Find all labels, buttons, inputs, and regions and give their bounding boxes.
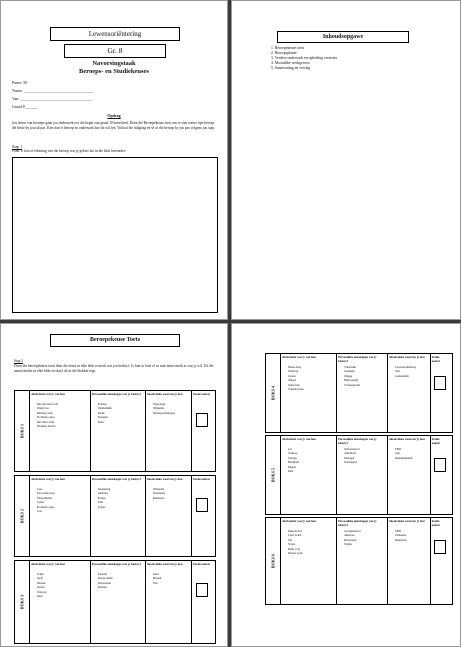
test-item[interactable]: • Eerlik xyxy=(98,412,143,416)
column-header: Totale aantal xyxy=(431,519,440,527)
test-item[interactable]: • Beplan xyxy=(288,466,334,470)
surname-field: Van: ____________________________________ xyxy=(12,96,93,101)
test-item[interactable]: • EBW xyxy=(395,530,428,534)
test-item[interactable]: • Tegnologie xyxy=(153,403,189,407)
test-page-2 xyxy=(231,323,461,647)
test-item[interactable]: • Skryf xyxy=(37,577,88,581)
cover-page xyxy=(0,0,228,320)
contents-title: Inhoudsopgawe xyxy=(277,31,409,43)
test-item[interactable]: • Kuns xyxy=(153,573,189,577)
total-box[interactable] xyxy=(196,413,208,427)
column-subjects xyxy=(387,436,431,514)
task-subheading: Beroeps- en Studiekeuses xyxy=(79,68,149,75)
column-header: Persoonlike eienskappe wat jy beskryf xyxy=(91,477,141,481)
test-item[interactable]: • Logies xyxy=(98,506,143,510)
test-item[interactable]: • Georganiseerd xyxy=(344,530,385,534)
picture-box xyxy=(12,157,218,313)
test-item[interactable]: • Omgee xyxy=(288,379,334,383)
activities-list xyxy=(282,448,334,474)
test-item[interactable]: • Musiek xyxy=(153,577,189,581)
column-header: Aktiwiteite wat jy van hou xyxy=(31,562,65,566)
total-box[interactable] xyxy=(196,583,208,597)
column-total xyxy=(191,391,213,471)
column-header: Skoolvakke waarvan jy hou xyxy=(146,477,183,481)
column-header: Persoonlike eienskappe wat jy beskryf xyxy=(91,392,141,396)
test-item[interactable]: • Lei xyxy=(288,448,334,452)
test-item[interactable]: • Met diere werk xyxy=(37,421,88,425)
column-subjects xyxy=(145,476,192,556)
column-subjects xyxy=(387,354,431,432)
block-label-text: BOKS 3 xyxy=(19,594,25,610)
test-item[interactable]: • Netjies werk xyxy=(288,552,334,556)
column-activities xyxy=(29,561,91,643)
task-heading: Navorsingstaak xyxy=(92,60,136,67)
test-item[interactable]: • Wiskunde xyxy=(153,488,189,492)
column-header: Aktiwiteite wat jy van hou xyxy=(282,437,316,441)
test-item[interactable]: • Emosioneel xyxy=(98,582,143,586)
test-item[interactable]: • Met die hand werk xyxy=(37,403,88,407)
column-total xyxy=(191,476,213,556)
column-activities xyxy=(280,436,337,514)
step-label: Stap 2 xyxy=(14,359,24,363)
block-label-text: BOKS 4 xyxy=(270,385,276,401)
test-item[interactable]: • Tale xyxy=(153,582,189,586)
test-item[interactable]: • Onderrig xyxy=(288,370,334,374)
test-item[interactable]: • Rekeningkunde xyxy=(395,457,428,461)
total-box[interactable] xyxy=(434,458,446,472)
subjects-list xyxy=(389,530,428,543)
step-label: Stap 1 xyxy=(12,144,23,149)
personality-list xyxy=(92,488,143,510)
test-item[interactable]: • Natuurwetenskappe xyxy=(153,412,189,416)
contents-item: 2. Beroepsplaner xyxy=(271,51,297,55)
activities-list xyxy=(282,530,334,556)
column-header: Aktiwiteite wat jy van hou xyxy=(282,355,316,359)
column-header: Aktiwiteite wat jy van hou xyxy=(31,392,65,396)
test-item[interactable]: • Besigheid xyxy=(288,461,334,465)
column-personality xyxy=(90,391,146,471)
test-item[interactable]: • Kreatief xyxy=(98,573,143,577)
test-block xyxy=(14,475,216,557)
test-item[interactable]: • Syfers xyxy=(37,501,88,505)
test-item[interactable]: • Dans xyxy=(37,595,88,599)
test-item[interactable]: • Lêers orden xyxy=(288,534,334,538)
column-subjects xyxy=(387,518,431,604)
test-item[interactable]: • Syfers xyxy=(288,543,334,547)
total-box[interactable] xyxy=(434,376,446,390)
subjects-list xyxy=(389,366,428,379)
test-block xyxy=(265,517,453,605)
test-item[interactable]: • Lewensoriëntering xyxy=(395,366,428,370)
block-label-text: BOKS 5 xyxy=(270,467,276,483)
column-total xyxy=(430,354,450,432)
column-header: Totale aantal xyxy=(192,392,210,396)
test-title: Beroepekeuse Toets xyxy=(50,334,180,347)
test-item[interactable]: • Reël xyxy=(288,470,334,474)
column-header: Aktiwiteite wat jy van hou xyxy=(282,519,316,523)
test-item[interactable]: • Slim xyxy=(98,501,143,505)
column-header: Totale aantal xyxy=(192,477,210,481)
test-item[interactable]: • Tik xyxy=(288,539,334,543)
test-item[interactable]: • Tale xyxy=(395,370,428,374)
test-item[interactable]: • Buitelug werk xyxy=(37,412,88,416)
test-item[interactable]: • Rekenaars xyxy=(153,497,189,501)
personality-list xyxy=(92,403,143,425)
block-label-text: BOKS 2 xyxy=(19,508,25,524)
activities-list xyxy=(31,573,88,599)
column-header: Aktiwiteite wat jy van hou xyxy=(31,477,65,481)
column-personality xyxy=(336,436,388,514)
total-box[interactable] xyxy=(196,498,208,512)
test-item[interactable]: • Oortuigend xyxy=(344,461,385,465)
column-header: Persoonlike eienskappe wat jy beskryf xyxy=(338,437,377,445)
test-item[interactable]: • Selfversekerd xyxy=(344,448,385,452)
test-item[interactable]: • Rekenaars xyxy=(395,539,428,543)
column-header: Skoolvakke waarvan jy hou xyxy=(389,519,425,523)
test-item[interactable]: • Vriendelik xyxy=(344,366,385,370)
test-page-1 xyxy=(0,323,228,647)
test-item[interactable]: • Netjies xyxy=(344,543,385,547)
column-header: Totale aantal xyxy=(431,355,440,363)
contents-item: 5. Samevatting en verslag xyxy=(271,66,311,70)
column-total xyxy=(430,518,450,604)
column-header: Totale aantal xyxy=(192,562,210,566)
test-item[interactable]: • Verkoop xyxy=(288,452,334,456)
test-item[interactable]: • Dinge bou xyxy=(37,407,88,411)
class-field: Graad 8 ______ xyxy=(12,104,38,109)
test-item[interactable]: • Navorsing doen xyxy=(37,492,88,496)
personality-list xyxy=(338,366,385,388)
column-personality xyxy=(90,476,146,556)
test-item[interactable]: • Verdraagsaam xyxy=(344,384,385,388)
subjects-list xyxy=(147,403,189,416)
contents-item: 1. Beroepekeuse toets xyxy=(271,46,305,50)
test-item[interactable]: • Ambisieus xyxy=(344,452,385,456)
column-activities xyxy=(29,476,91,556)
subjects-list xyxy=(389,448,428,461)
column-personality xyxy=(336,518,388,604)
test-item[interactable]: • Rekords hou xyxy=(288,530,334,534)
test-item[interactable]: • Nuuskierig xyxy=(98,488,143,492)
test-item[interactable]: • Oortuig xyxy=(288,457,334,461)
test-item[interactable]: • Mense help xyxy=(288,366,334,370)
test-item[interactable]: • Presies xyxy=(98,497,143,501)
test-item[interactable]: • Sterk xyxy=(98,421,143,425)
test-item[interactable]: • Teken xyxy=(37,573,88,577)
personality-list xyxy=(338,530,385,548)
test-instructions: Doen die beroepskeuse toets deur die items in elke blok te merk wat jou beskryf. Jy kan so baie of so min items merk as wat jy wil. Tel die aantal merke in elke blok en skryf dit in die blokkie regs. xyxy=(14,364,214,373)
test-item[interactable]: • Omgee xyxy=(344,375,385,379)
test-item[interactable]: • Analities xyxy=(98,492,143,496)
test-item[interactable]: • Probleme oplos xyxy=(37,416,88,420)
subjects-list xyxy=(147,573,189,586)
column-subjects xyxy=(145,561,192,643)
personality-list xyxy=(338,448,385,466)
column-header: Skoolvakke waarvan jy hou xyxy=(146,562,183,566)
column-total xyxy=(191,561,213,643)
column-personality xyxy=(90,561,146,643)
test-item[interactable]: • Masjiene herstel xyxy=(37,425,88,429)
test-block xyxy=(14,390,216,472)
test-item[interactable]: • Ontwerp xyxy=(37,591,88,595)
column-activities xyxy=(29,391,91,471)
test-item[interactable]: • Wetenskap xyxy=(153,492,189,496)
test-item[interactable]: • Onafhanklik xyxy=(98,407,143,411)
activities-list xyxy=(31,403,88,429)
column-header: Totale aantal xyxy=(431,437,440,445)
column-header: Persoonlike eienskappe wat jy beskryf xyxy=(338,355,377,363)
block-label-text: BOKS 1 xyxy=(19,423,25,439)
instructions-text: Jou leerse van beroepe gaan jou ondersoek oor die begin van graad 10 beïnvloed. Doen die Beroepekeuse toets om te sien watter tipe beroep die beste by jou sal pas. Kies dan 'n beroep en ondersoek hoe dit wil lyk. Voltooi die inligting en sê of die beroep by jou pas volgens jou stap. xyxy=(12,121,215,130)
instructions-heading: Opdrag xyxy=(107,113,121,118)
contents-item: 3. Verdere ondersoek en opleiding vereistes xyxy=(271,56,338,60)
test-item[interactable]: • Wiskunde xyxy=(153,407,189,411)
test-item[interactable]: • Geduldig xyxy=(344,370,385,374)
test-item[interactable]: • Vriende maak xyxy=(288,388,334,392)
test-item[interactable]: • Probleme oplos xyxy=(37,506,88,510)
test-item[interactable]: • Lees xyxy=(37,488,88,492)
test-block xyxy=(14,560,216,644)
column-header: Persoonlike eienskappe wat jy beskryf xyxy=(338,519,377,527)
test-item[interactable]: • Samewerk xyxy=(288,384,334,388)
test-item[interactable]: • Energiek xyxy=(98,416,143,420)
column-header: Persoonlike eienskappe wat jy beskryf xyxy=(91,562,141,566)
test-item[interactable]: • Tale xyxy=(395,452,428,456)
column-header: Skoolvakke waarvan jy hou xyxy=(146,392,183,396)
column-activities xyxy=(280,354,337,432)
test-item[interactable]: • Energiek xyxy=(344,457,385,461)
test-item[interactable]: • Betroubaar xyxy=(344,539,385,543)
test-item[interactable]: • Wiskunde xyxy=(395,534,428,538)
test-item[interactable]: • EBW xyxy=(395,448,428,452)
name-field: Naam: ___________________________________ xyxy=(12,88,94,93)
test-item[interactable]: • Eksperimente xyxy=(37,497,88,501)
test-item[interactable]: • Akkuraat xyxy=(344,534,385,538)
test-item[interactable]: • Hulpvaardig xyxy=(344,379,385,383)
test-block xyxy=(265,435,453,515)
step-text: Plaas 'n foto of tekening van die beroep wat jy gekies het in die blok hieronder. xyxy=(12,149,126,153)
column-header: Skoolvakke waarvan jy hou xyxy=(389,437,425,441)
column-header: Skoolvakke waarvan jy hou xyxy=(389,355,425,359)
total-marks: Punte: 50 xyxy=(12,80,28,85)
total-box[interactable] xyxy=(434,540,446,554)
subject-title: Lewensoriëntering xyxy=(50,27,180,41)
subjects-list xyxy=(147,488,189,501)
test-item[interactable]: • Leer xyxy=(37,510,88,514)
column-subjects xyxy=(145,391,192,471)
activities-list xyxy=(282,366,334,392)
column-personality xyxy=(336,354,388,432)
test-block xyxy=(265,353,453,433)
test-item[interactable]: • Reëls volg xyxy=(288,548,334,552)
contents-page xyxy=(231,0,461,320)
test-item[interactable]: • Luister xyxy=(288,375,334,379)
test-item[interactable]: • Oorspronklik xyxy=(98,577,143,581)
column-activities xyxy=(280,518,337,604)
test-item[interactable]: • Geskiedenis xyxy=(395,375,428,379)
grade-title: Gr. 8 xyxy=(64,44,166,58)
activities-list xyxy=(31,488,88,514)
contents-item: 4. Moontlike werkgewers xyxy=(271,61,310,65)
test-item[interactable]: • Drama xyxy=(37,586,88,590)
test-item[interactable]: • Prakties xyxy=(98,403,143,407)
block-label-text: BOKS 6 xyxy=(270,553,276,569)
test-item[interactable]: • Musiek xyxy=(37,582,88,586)
personality-list xyxy=(92,573,143,591)
column-total xyxy=(430,436,450,514)
test-item[interactable]: • Intuïtief xyxy=(98,586,143,590)
